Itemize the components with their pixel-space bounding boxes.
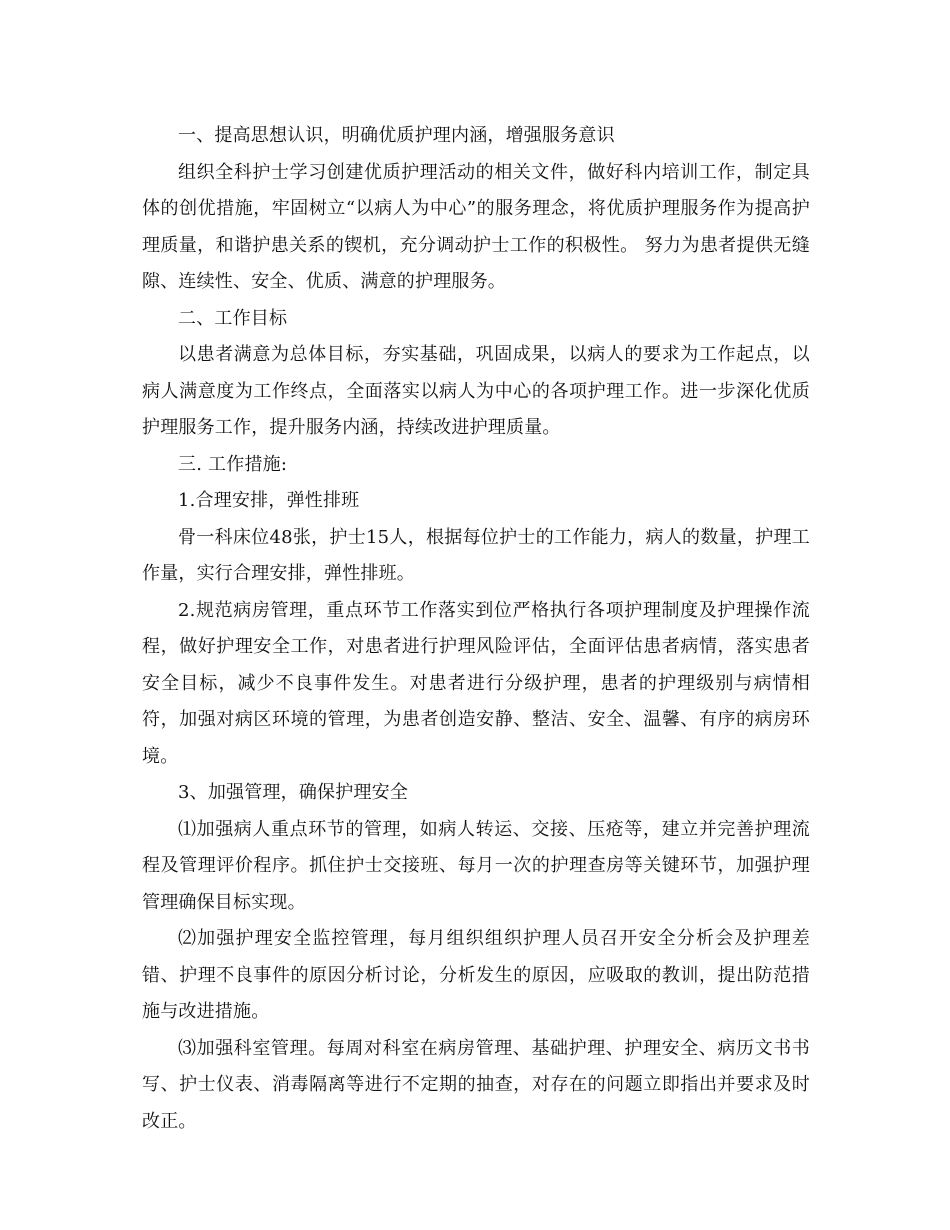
list-item-1: ⑴加强病人重点环节的管理，如病人转运、交接、压疮等，建立并完善护理流程及管理评价程序。抓住护士交接班、每月一次的护理查房等关键环节，加强护理管理确保目标实现。 <box>142 818 810 913</box>
list-item-3: ⑶加强科室管理。每周对科室在病房管理、基础护理、护理安全、病历文书书写、护士仪表、消毒隔离等进行不定期的抽查，对存在的问题立即指出并要求及时改正。 <box>142 1037 810 1132</box>
paragraph-2: 以患者满意为总体目标，夯实基础，巩固成果，以病人的要求为工作起点，以病人满意度为工作终点，全面落实以病人为中心的各项护理工作。进一步深化优质护理服务工作，提升服务内涵，持续改进护理质量。 <box>142 344 810 438</box>
paragraph-1: 组织全科护士学习创建优质护理活动的相关文件，做好科内培训工作，制定具体的创优措施，牢固树立“以病人为中心”的服务理念，将优质护理服务作为提高护理质量，和谐护患关系的锲机，充分调动护士工作的积极性。 努力为患者提供无缝隙、连续性、安全、优质、满意的护理服务。 <box>142 161 810 292</box>
list-item-2: ⑵加强护理安全监控管理，每月组织组织护理人员召开安全分析会及护理差错、护理不良事件的原因分析讨论，分析发生的原因，应吸取的教训，提出防范措施与改进措施。 <box>142 928 810 1022</box>
section-heading-1: 一、提高思想认识，明确优质护理内涵，增强服务意识 <box>178 125 615 146</box>
section-heading-2: 二、工作目标 <box>178 307 288 329</box>
paragraph-3: 骨一科床位48张，护士15人，根据每位护士的工作能力，病人的数量，护理工作量，实行合理安排，弹性排班。 <box>142 526 810 584</box>
section-heading-3: 三. 工作措施: <box>178 453 288 475</box>
subheading-1: 1.合理安排，弹性排班 <box>178 490 360 511</box>
paragraph-4: 2.规范病房管理，重点环节工作落实到位严格执行各项护理制度及护理操作流程，做好护理安全工作，对患者进行护理风险评估，全面评估患者病情，落实患者安全目标，减少不良事件发生。对患者进行分级护理，患者的护理级别与病情相符，加强对病区环境的管理，为患者创造安静、整洁、安全、温馨、有序的病房环境。 <box>142 599 810 767</box>
document-body <box>142 118 810 1140</box>
subheading-3: 3、加强管理，确保护理安全 <box>178 782 409 803</box>
